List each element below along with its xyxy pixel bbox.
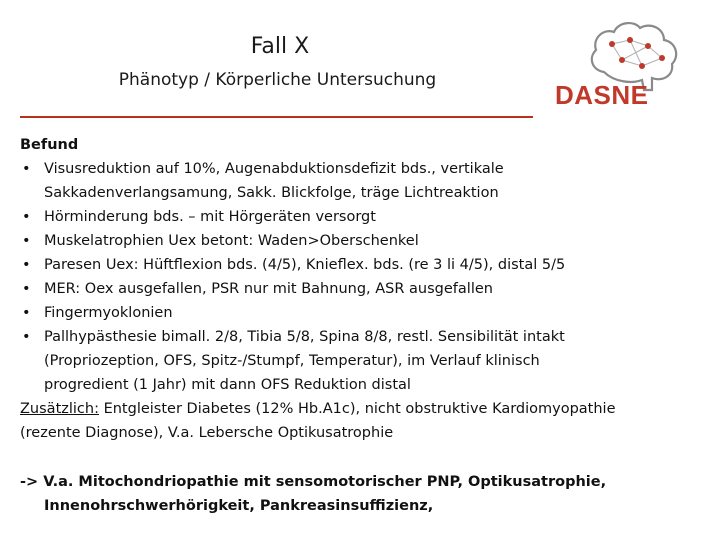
finding-line: (Propriozeption, OFS, Spitz-/Stumpf, Temperatur), im Verlauf klinisch [44,353,540,369]
additional-findings [20,397,710,445]
additional-text-continued: (rezente Diagnose), V.a. Lebersche Optikusatrophie [20,425,394,441]
bullet-icon: • [22,161,31,177]
bullet-icon: • [22,257,31,273]
finding-line: Pallhypästhesie bimall. 2/8, Tibia 5/8, Spina 8/8, restl. Sensibilität intakt [44,329,565,345]
finding-line: Sakkadenverlangsamung, Sakk. Blickfolge, träge Lichtreaktion [44,185,499,201]
conclusion-line: -> V.a. Mitochondriopathie mit sensomotorischer PNP, Optikusatrophie, [20,474,607,490]
findings-section [20,133,710,445]
list-item [20,229,710,253]
bullet-icon: • [22,329,31,345]
list-item [20,253,710,277]
finding-line: Hörminderung bds. – mit Hörgeräten versorgt [44,209,376,225]
finding-line: Fingermyoklonien [44,305,173,321]
conclusion [20,470,710,518]
list-item [20,301,710,325]
findings-heading: Befund [20,137,79,153]
finding-line: Muskelatrophien Uex betont: Waden>Oberschenkel [44,233,419,249]
list-item [20,325,710,397]
slide-subtitle: Phänotyp / Körperliche Untersuchung [118,70,437,90]
bullet-icon: • [22,305,31,321]
list-item [20,277,710,301]
conclusion-line-continued: Innenohrschwerhörigkeit, Pankreasinsuffizienz, [44,498,434,514]
list-item [20,157,710,205]
finding-line: progredient (1 Jahr) mit dann OFS Reduktion distal [44,377,411,393]
title-divider [20,116,533,118]
finding-line: Visusreduktion auf 10%, Augenabduktionsdefizit bds., vertikale [44,161,504,177]
bullet-icon: • [22,233,31,249]
findings-list [20,157,710,397]
slide-title: Fall X [250,34,310,59]
list-item [20,205,710,229]
bullet-icon: • [22,209,31,225]
finding-line: MER: Oex ausgefallen, PSR nur mit Bahnung, ASR ausgefallen [44,281,493,297]
finding-line: Paresen Uex: Hüftflexion bds. (4/5), Knieflex. bds. (re 3 li 4/5), distal 5/5 [44,257,566,273]
bullet-icon: • [22,281,31,297]
logo-wordmark: DASNE [555,80,649,110]
additional-text: Entgleister Diabetes (12% Hb.A1c), nicht obstruktive Kardiomyopathie [98,401,616,417]
additional-label: Zusätzlich: [20,401,99,417]
